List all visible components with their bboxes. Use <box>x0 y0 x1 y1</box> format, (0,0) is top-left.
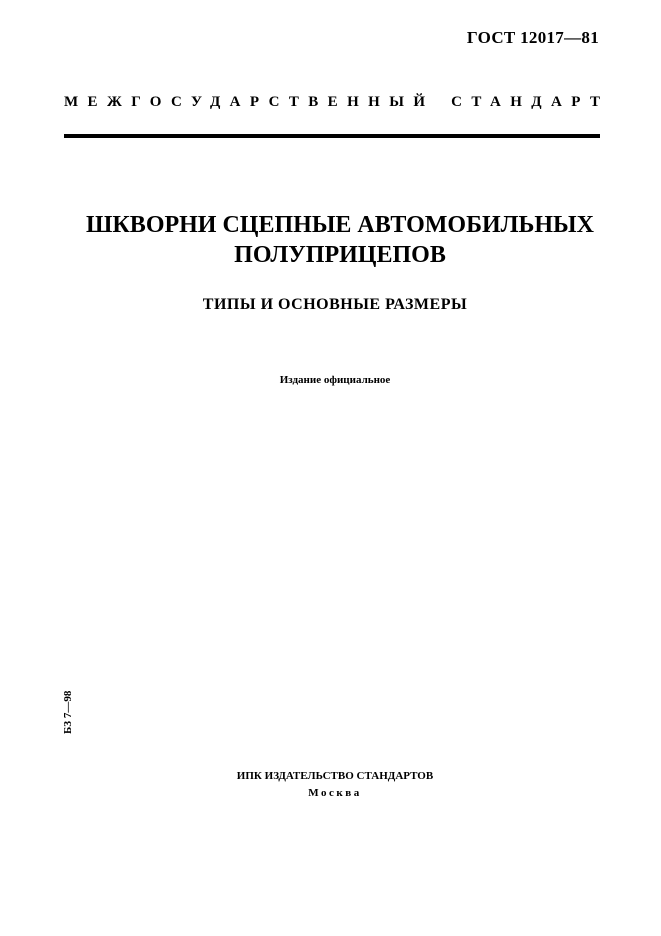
edition-note: Издание официальное <box>279 374 391 386</box>
gost-number: ГОСТ 12017—81 <box>466 28 599 47</box>
interstate-standard-heading <box>64 94 610 111</box>
side-code: БЗ 7—98 <box>62 690 74 734</box>
interstate-word: МЕЖГОСУДАРСТВЕННЫЙ <box>64 94 435 110</box>
publisher-name: ИПК ИЗДАТЕЛЬСТВО СТАНДАРТОВ <box>236 770 434 782</box>
standard-word: СТАНДАРТ <box>451 94 610 110</box>
header-rule <box>64 134 600 138</box>
document-title <box>40 210 640 270</box>
publisher-city: Москва <box>308 787 362 799</box>
title-line-1: ШКВОРНИ СЦЕПНЫЕ АВТОМОБИЛЬНЫХ <box>86 212 594 238</box>
title-line-2: ПОЛУПРИЦЕПОВ <box>234 242 446 268</box>
document-subtitle: ТИПЫ И ОСНОВНЫЕ РАЗМЕРЫ <box>202 296 468 313</box>
